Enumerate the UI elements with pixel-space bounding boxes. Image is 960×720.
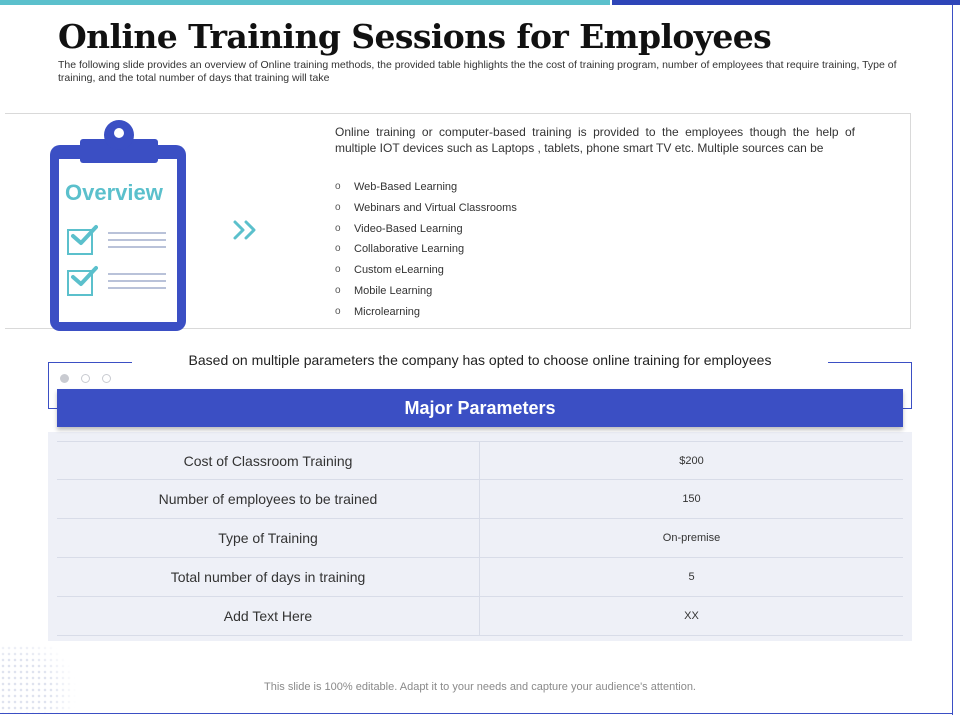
list-item [335,264,517,285]
value-cell: $200 [679,455,704,467]
pager-dot-icon [81,374,90,383]
table-row [57,441,903,480]
slide-bottom-border [0,713,953,714]
bullet: o [335,222,341,234]
value-cell: 150 [682,493,701,505]
parameters-table [57,441,903,636]
footer-note: This slide is 100% editable. Adapt it to your needs and capture your audience's attention. [264,681,696,693]
training-sources-list [335,181,517,327]
parameters-table-header: Major Parameters [57,389,903,427]
value-cell: On-premise [662,532,721,544]
callout-text: Based on multiple parameters the company has opted to choose online training for employees [132,350,828,370]
checklist-line [108,280,166,282]
clipboard-ring-hole [114,128,124,138]
table-row [57,519,903,558]
list-item [335,285,517,306]
value-cell: XX [684,610,699,622]
checklist-line [108,287,166,289]
checkmark-icon [70,222,98,250]
slide-subtitle: The following slide provides an overview of Online training methods, the provided table highlights the the cost of training program, number of employees that require training, Type of training, and the total number of days that training will take [58,59,897,84]
decorative-dot-pattern [0,645,85,713]
bullet: o [335,264,341,276]
bullet: o [335,181,341,192]
checklist-line [108,246,166,248]
list-item [335,223,517,244]
source-label: Custom eLearning [354,264,444,277]
source-label: Web-Based Learning [354,181,458,193]
table-row [57,597,903,636]
source-label: Mobile Learning [354,284,433,297]
overview-intro-text: Online training or computer-based training is provided to the employees though the help of multiple IOT devices such as Laptops , tablets, phone smart TV etc. Multiple sources can be [335,125,855,155]
bullet: o [335,284,341,296]
bullet: o [335,201,341,213]
source-label: Collaborative Learning [354,243,465,256]
checkmark-icon [70,263,98,291]
parameter-cell: Total number of days in training [57,558,480,596]
checklist-line [108,232,166,234]
checklist-line [108,273,166,275]
overview-label: Overview [65,180,163,205]
slide-right-border [952,5,953,715]
source-label: Microlearning [354,305,421,318]
list-item [335,306,517,327]
double-chevron-right-icon [232,217,262,243]
parameter-cell: Type of Training [57,519,480,557]
checklist-line [108,239,166,241]
top-accent-bar-blue [612,0,960,5]
list-item [335,181,517,202]
parameter-cell: Number of employees to be trained [57,480,480,518]
value-cell: 5 [688,571,695,583]
pager-dot-icon [102,374,111,383]
table-row [57,558,903,597]
source-label: Video-Based Learning [354,222,463,235]
table-row [57,480,903,519]
list-item [335,202,517,223]
top-accent-bar-teal [0,0,610,5]
bullet: o [335,243,341,255]
source-label: Webinars and Virtual Classrooms [354,201,517,214]
parameter-cell: Add Text Here [57,597,480,635]
list-item [335,243,517,264]
slide-title: Online Training Sessions for Employees [58,17,772,56]
pager-dot-icon [60,374,69,383]
parameter-cell: Cost of Classroom Training [57,442,480,479]
bullet: o [335,305,341,317]
